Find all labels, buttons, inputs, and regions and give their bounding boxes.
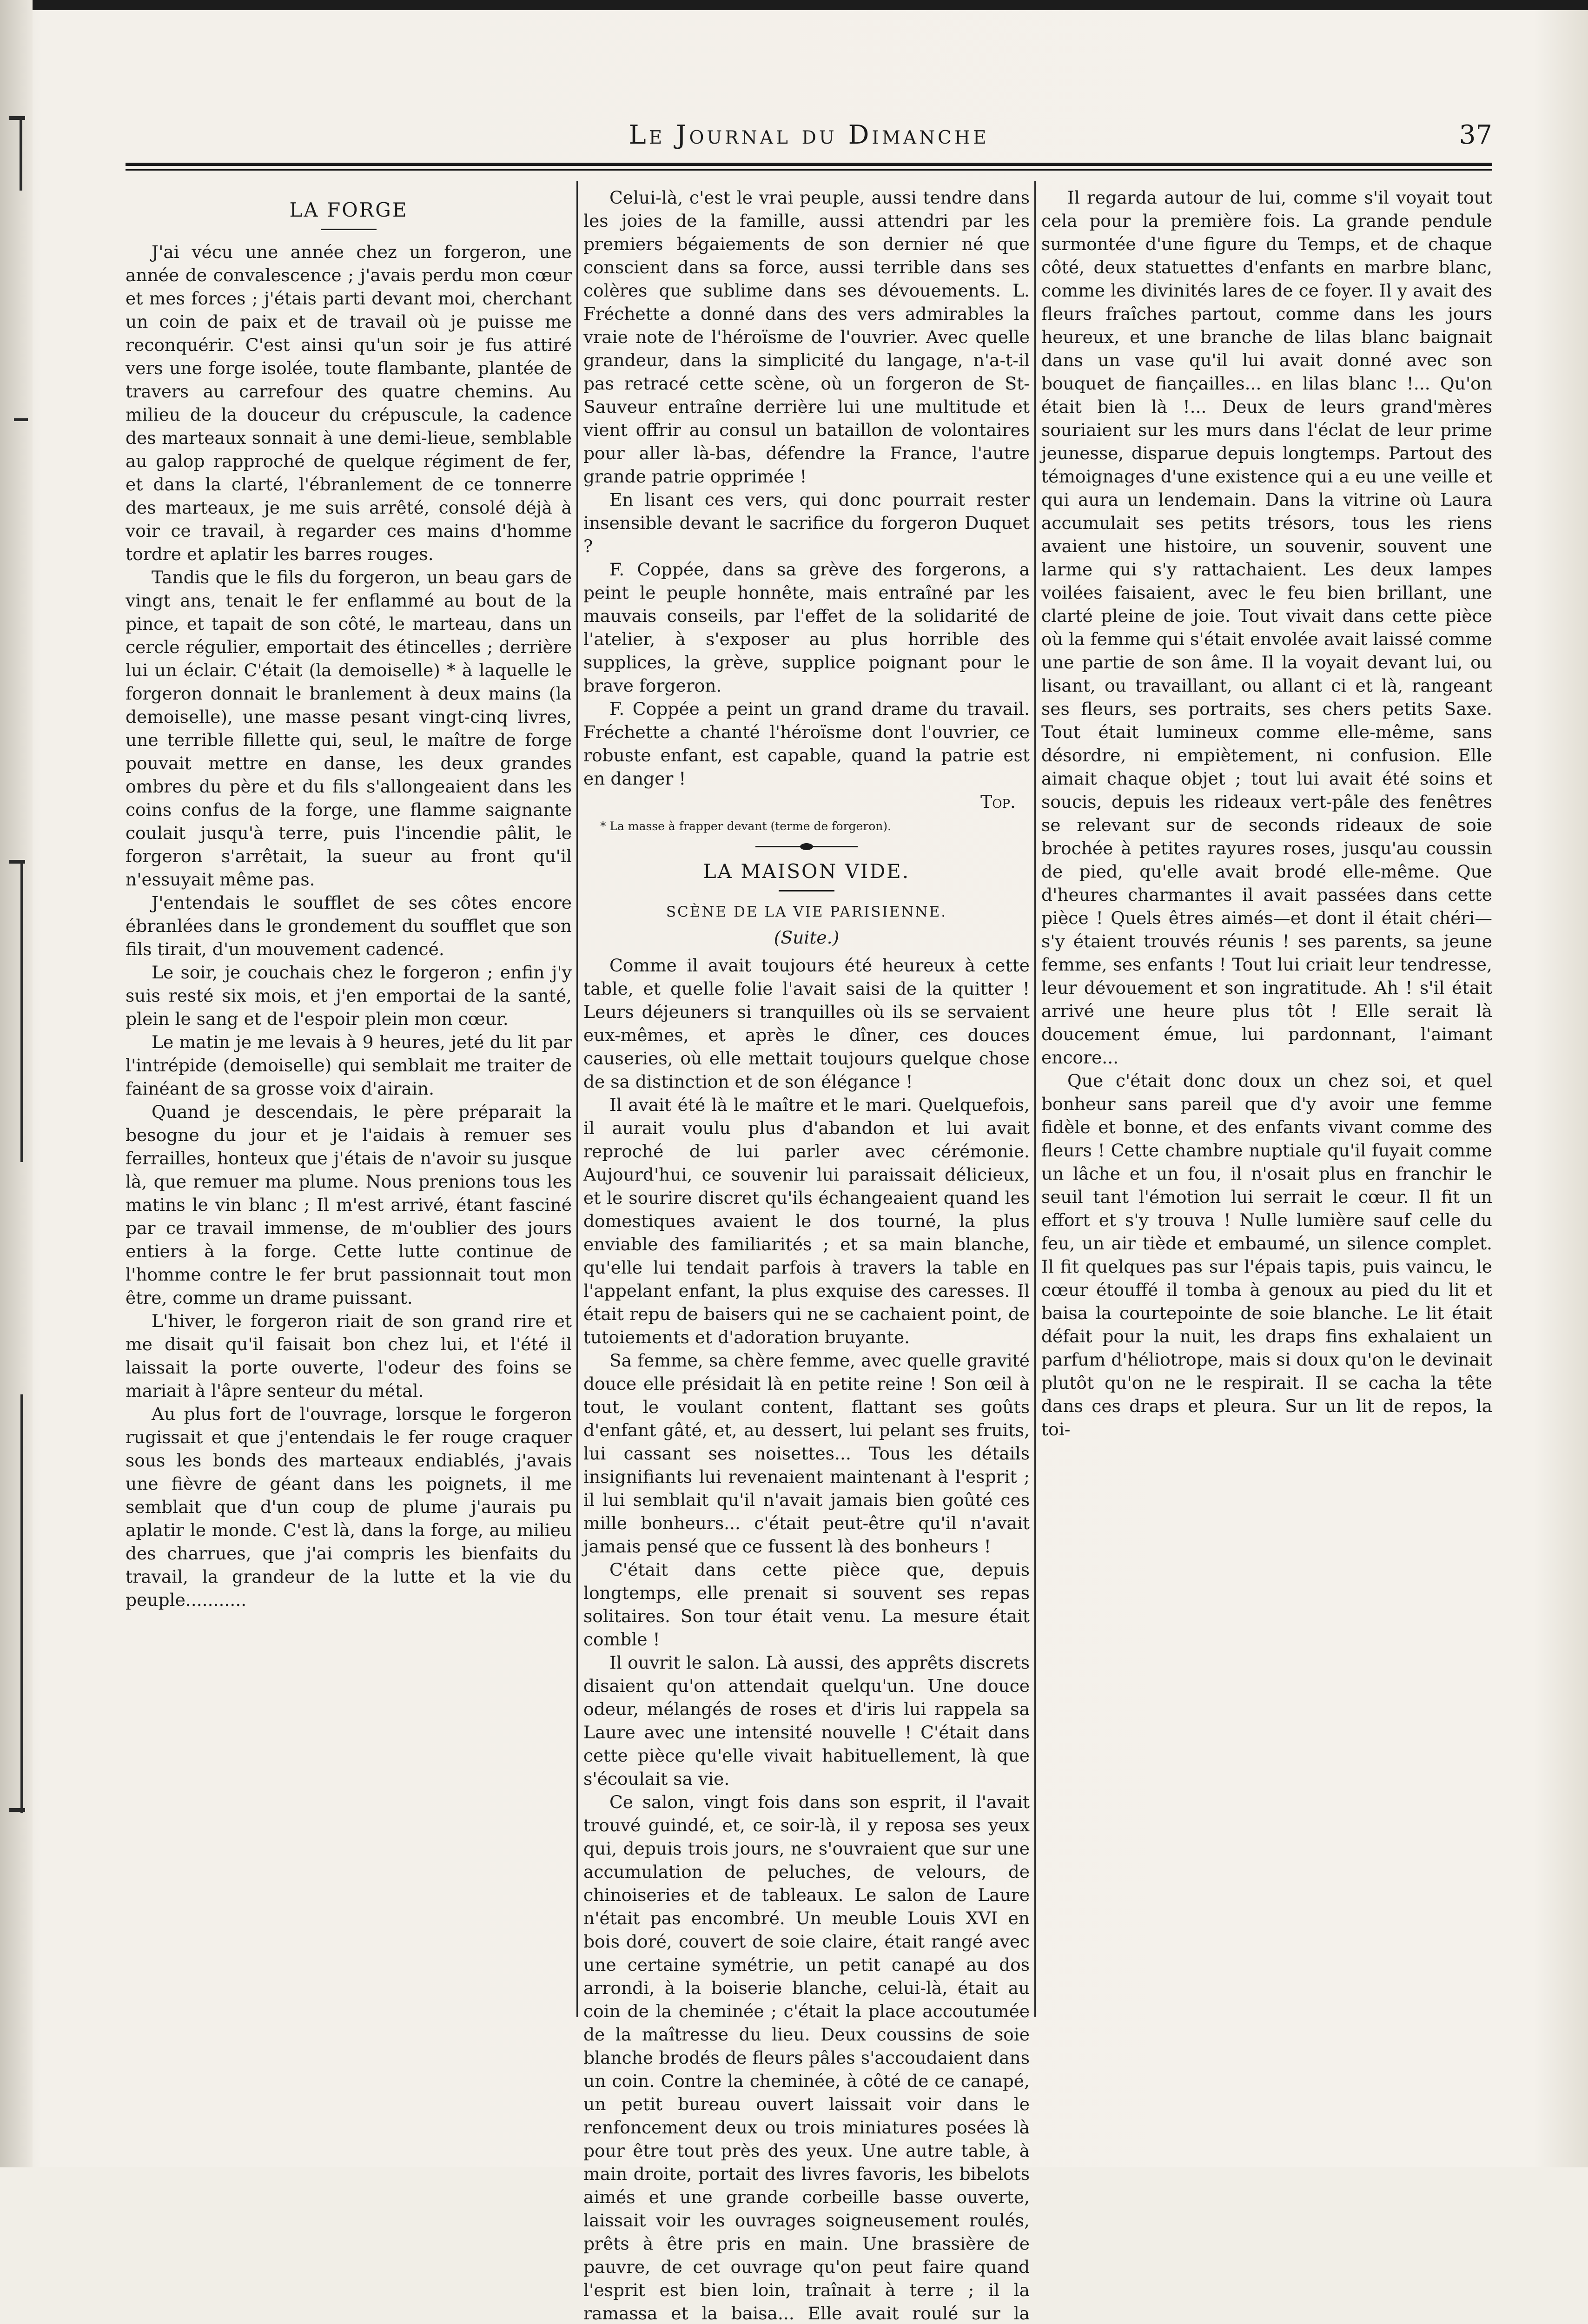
journal-title: Le Journal du Dimanche [629, 120, 989, 150]
paragraph: J'entendais le soufflet de ses côtes encore ébranlées dans le grondement du soufflet que son fils tirait, d'un mouvement cadencé. [126, 892, 572, 959]
title-rule [779, 890, 834, 891]
article-title: LA FORGE [289, 198, 408, 221]
paragraph: Le soir, je couchais chez le forgeron ; enfin j'y suis resté six mois, et j'en emportai de la santé, plein le sang et de l'espoir plein mon cœur. [126, 962, 572, 1029]
paragraph: C'était dans cette pièce que, depuis longtemps, elle prenait si souvent ses repas solitaires. Son tour était venu. La mesure était comble ! [583, 1559, 1030, 1650]
paragraph: Le matin je me levais à 9 heures, jeté du lit par l'intrépide (demoiselle) qui semblait me traiter de fainéant de sa grosse voix d'airain. [126, 1032, 572, 1099]
footnote: * La masse à frapper devant (terme de forgeron). [600, 819, 892, 833]
paragraph: F. Coppée a peint un grand drame du travail. Fréchette a chanté l'héroïsme dont l'ouvrier, ce robuste enfant, est capable, quand la patrie est en danger ! [583, 699, 1030, 789]
margin-mark [14, 418, 28, 421]
article-subtitle: SCÈNE DE LA VIE PARISIENNE. [666, 904, 947, 920]
paragraph: Sa femme, sa chère femme, avec quelle gravité douce elle présidait là en petite reine ! Son œil à tout, le voulant content, flattant ses goûts d'enfant gâté, et, au dessert, lui pelant ses fruits, lui cassant ses noisettes... Tous les détails insignifiants lui revenaient maintenant à l'esprit ; il lui semblait qu'il n'avait jamais bien goûté ces mille bonheurs... c'était peut-être qu'il n'avait jamais pensé que ce fussent là des bonheurs ! [583, 1350, 1030, 1557]
paragraph: Il ouvrit le salon. Là aussi, des apprêts discrets disaient qu'on attendait quelqu'un. Une douce odeur, mélangés de roses et d'iris lui rappela sa Laure avec une intensité nouvelle ! C'était dans cette pièce qu'elle vivait habituellement, là que s'écoulait sa vie. [583, 1652, 1030, 1789]
column-2 [583, 186, 1030, 2324]
page-left-edge [0, 0, 33, 2167]
column-1 [126, 186, 572, 2152]
page-number: 37 [1459, 120, 1492, 150]
paragraph: L'hiver, le forgeron riait de son grand rire et me disait qu'il faisait bon chez lui, et l'été il laissait la porte ouverte, l'odeur des foins se mariait à l'âpre senteur du métal. [126, 1311, 572, 1401]
paragraph: Il avait été là le maître et le mari. Quelquefois, il aurait voulu plus d'abandon et lui avait reproché de lui parler avec cérémonie. Aujourd'hui, ce souvenir lui paraissait délicieux, et le sourire discret qu'ils échangeaient quand les domestiques avaient le dos tourné, la plus enviable des familiarités ; et sa main blanche, qu'elle lui tendait parfois à travers la table en l'appelant enfant, la plus exquise des caresses. Il était repu de baisers qui ne se cachaient point, de tutoiements et d'adoration bruyante. [583, 1095, 1030, 1347]
margin-mark [20, 1394, 23, 1813]
paragraph: Celui-là, c'est le vrai peuple, aussi tendre dans les joies de la famille, aussi attendri par les premiers bégaiements de son dernier né que conscient dans sa force, aussi terrible dans ses colères que sublime dans ses dévouements. L. Fréchette a donné dans des vers admirables la vraie note de l'héroïsme de l'ouvrier. Avec quelle grandeur, dans la simplicité du langage, n'a-t-il pas retracé cette scène, où un forgeron de St-Sauveur entraîne derrière lui une multitude et vient offrir au consul un bataillon de volontaires pour aller là-bas, défendre la France, l'autre grande patrie opprimée ! [583, 187, 1030, 487]
paragraph: Tandis que le fils du forgeron, un beau gars de vingt ans, tenait le fer enflammé au bout de la pince, et tapait de son côté, le marteau, dans un cercle régulier, emportait des étincelles ; derrière lui un éclair. C'était (la demoiselle) * à laquelle le forgeron donnait le branlement à deux mains (la demoiselle), une masse pesant vingt-cinq livres, une terrible fillette qui, seul, le maître de forge pouvait mettre en danse, les deux grandes ombres du père et du fils s'allongeaient dans les coins confus de la forge, une flamme saignante coulait jusqu'à terre, puis l'incendie pâlit, le forgeron s'arrêtait, la sueur au front qu'il n'essuyait même pas. [126, 567, 572, 890]
page-header [126, 116, 1492, 158]
column-rule [576, 181, 578, 2017]
margin-mark [9, 116, 25, 120]
paragraph: Que c'était donc doux un chez soi, et quel bonheur sans pareil que d'y avoir une femme fidèle et bonne, et des enfants vivant comme des fleurs ! Cette chambre nuptiale qu'il fuyait comme un lâche et un fou, il n'osait plus en franchir le seuil tant l'émotion lui serrait le cœur. Il fit un effort et s'y trouva ! Nulle lumière sauf celle du feu, un air tiède et embaumé, un silence complet. Il fit quelques pas sur l'épais tapis, puis vaincu, le cœur étouffé il tomba à genoux au pied du lit et baisa la courtepointe de soie blanche. Le lit était défait pour la nuit, les draps fins exhalaient un parfum d'héliotrope, mais si doux qu'on le devinait plutôt qu'on ne le respirait. Il se cacha la tête dans ces draps et pleura. Sur un lit de repos, la toi- [1041, 1070, 1492, 1439]
title-rule [321, 229, 377, 230]
paragraph: Comme il avait toujours été heureux à cette table, et quelle folie l'avait saisi de la quitter ! Leurs déjeuners si tranquilles où ils se servaient eux-mêmes, et après le dîner, ces douces causeries, où elle mettait toujours quelque chose de sa distinction et de son élégance ! [583, 955, 1030, 1092]
page-top-edge [0, 0, 1588, 10]
suite-label: (Suite.) [774, 927, 840, 948]
margin-mark [9, 1808, 25, 1812]
paragraph: Quand je descendais, le père préparait la besogne du jour et je l'aidais à remuer ses ferrailles, honteux que j'étais de n'avoir su jusque là, que remuer ma plume. Nous prenions tous les matins le vin blanc ; Il m'est arrivé, étant fasciné par ce travail immense, de m'oublier des jours entiers à la forge. Cette lutte continue de l'homme contre le fer brut passionnait tout mon être, comme un drame puissant. [126, 1102, 572, 1308]
paragraph: Au plus fort de l'ouvrage, lorsque le forgeron rugissait et que j'entendais le fer rouge craquer sous les bonds des marteaux endiablés, j'avais une fièvre de géant dans les poignets, il me semblait que d'un coup de plume j'aurais pu aplatir le monde. C'est là, dans la forge, au milieu des charrues, que j'ai compris les bienfaits du travail, la grandeur de la lutte et la vie du peuple........... [126, 1404, 572, 1610]
margin-mark [20, 860, 23, 1162]
signature: Top. [980, 792, 1016, 812]
column-3 [1041, 186, 1492, 2152]
paragraph: F. Coppée, dans sa grève des forgerons, a peint le peuple honnête, mais entraîné par les mauvais conseils, par l'effet de la solidarité de l'atelier, à s'exposer au plus horrible des supplices, la grève, supplice poignant pour le brave forgeron. [583, 559, 1030, 696]
header-rule-thin [126, 169, 1492, 171]
section-divider [755, 846, 858, 847]
column-rule [1034, 181, 1036, 2017]
paragraph: Il regarda autour de lui, comme s'il voyait tout cela pour la première fois. La grande pendule surmontée d'une figure du Temps, et de chaque côté, deux statuettes d'enfants en marbre blanc, comme les divinités lares de ce foyer. Il y avait des fleurs fraîches partout, comme dans les jours heureux, et une branche de lilas blanc baignait dans un vase qu'il lui avait donné avec son bouquet de fiançailles... en lilas blanc !... Qu'on était bien là !... Deux de leurs grand'mères souriaient sur les murs dans l'éclat de leur prime jeunesse, disparue depuis longtemps. Partout des témoignages d'une existence qui a eu une veille et qui aura un lendemain. Dans la vitrine où Laura accumulait ses petits trésors, tous les riens avaient une histoire, un souvenir, souvent une larme qui s'y rattachaient. Les deux lampes voilées faisaient, avec le feu bien brillant, une clarté pleine de joie. Tout vivait dans cette pièce où la femme qui s'était envolée avait laissé comme une partie de son âme. Il la voyait devant lui, ou lisant, ou travaillant, ou allant ci et là, rangeant ses fleurs, ses portraits, ses chers petits Saxe. Tout était lumineux comme elle-même, sans désordre, ni empiètement, ni confusion. Elle aimait chaque objet ; tout lui avait été soins et soucis, depuis les rideaux vert-pâle des fenêtres se relevant sur de seconds rideaux de soie brochée à petites rayures roses, jusqu'au coussin de pied, qu'elle avait brodé elle-même. Que d'heures charmantes il avait passées dans cette pièce ! Quels êtres aimés—et dont il était chéri—s'y étaient trouvés réunis ! ses parents, sa jeune femme, ses enfants ! Tout lui criait leur tendresse, leur dévouement et son ingratitude. Ah ! s'il était arrivé une heure plus tôt ! Elle serait là doucement émue, lui pardonnant, l'aimant encore... [1041, 187, 1492, 1068]
article-title: LA MAISON VIDE. [703, 860, 910, 883]
paragraph: J'ai vécu une année chez un forgeron, une année de convalescence ; j'avais perdu mon cœur et mes forces ; j'étais parti devant moi, cherchant un coin de paix et de travail où je puisse me reconquérir. C'est ainsi qu'un soir je fus attiré vers une forge isolée, toute flambante, plantée de travers au carrefour des quatre chemins. Au milieu de la douceur du crépuscule, la cadence des marteaux sonnait à une demi-lieue, semblable au galop rapproché de quelque régiment de fer, et dans la clarté, l'ébranlement de ce tonnerre des marteaux, je me suis arrêté, consolé déjà à voir ce travail, à regarder ces mains d'homme tordre et aplatir les barres rouges. [126, 242, 572, 564]
paragraph: En lisant ces vers, qui donc pourrait rester insensible devant le sacrifice du forgeron Duquet ? [583, 489, 1030, 556]
paragraph: Ce salon, vingt fois dans son esprit, il l'avait trouvé guindé, et, ce soir-là, il y reposa ses yeux qui, depuis trois jours, ne s'ouvraient que sur une accumulation de peluches, de velours, de chinoiseries et de tableaux. Le salon de Laure n'était pas encombré. Un meuble Louis XVI en bois doré, couvert de soie claire, était rangé avec une certaine symétrie, un petit canapé au dos arrondi, à la boiserie blanche, celui-là, était au coin de la cheminée ; c'était la place accoutumée de la maîtresse du lieu. Deux coussins de soie blanche brodés de fleurs pâles s'accoudaient dans un coin. Contre la cheminée, à côté de ce canapé, un petit bureau ouvert laissait voir dans le renfoncement deux ou trois miniatures posées là pour être tout près des yeux. Une autre table, à main droite, portait des livres favoris, les bibelots aimés et une grande corbeille basse ouverte, laissait voir les ouvrages soigneusement roulés, prêts à être pris en main. Une brassière de pauvre, de cet ouvrage qu'on peut faire quand l'esprit est bien loin, traînait à terre ; il la ramassa et la baisa... Elle avait roulé sur la [583, 1792, 1030, 2324]
header-rule [126, 163, 1492, 166]
margin-mark [20, 116, 22, 191]
